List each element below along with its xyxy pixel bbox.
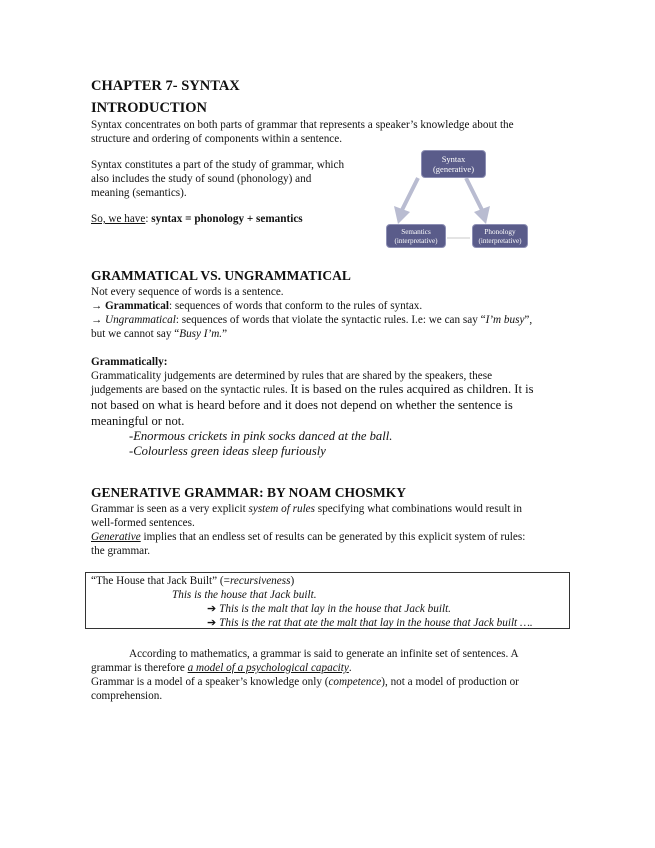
example-busy-im: Busy I’m. xyxy=(179,328,223,340)
system-of-rules: system of rules xyxy=(248,503,315,515)
box-line-2-text: This is the malt that lay in the house that Jack built. xyxy=(219,603,451,615)
arrow-icon: ➔ xyxy=(207,617,217,629)
grammatically-line-2a: judgements are based on the syntactic rules. xyxy=(91,384,291,396)
formula-line xyxy=(91,212,303,226)
node-phonology-label: Phonology xyxy=(484,228,516,236)
box-title-recursiveness: recursiveness xyxy=(229,575,291,587)
intro-line-1: Syntax concentrates on both parts of grammar that represents a speaker’s knowledge about the xyxy=(91,119,514,131)
quote-close: ”, xyxy=(524,314,533,326)
arrow-icon: ➔ xyxy=(207,603,217,615)
node-phonology-sub: (interpretative) xyxy=(478,236,522,245)
arrow-to-semantics xyxy=(402,178,418,210)
gen-line1b: specifying what combinations would result in xyxy=(315,503,522,515)
node-semantics-sub: (interpretative) xyxy=(394,236,438,245)
node-syntax-sub: (generative) xyxy=(432,164,475,174)
formula-label: So, we have xyxy=(91,213,146,225)
node-syntax xyxy=(421,150,486,178)
intro-para2-line-3: meaning (semantics). xyxy=(91,187,187,199)
ungrammatical-line-2 xyxy=(91,327,227,341)
intro-line-2: structure and ordering of components within a sentence. xyxy=(91,133,343,145)
intro-para2-line-1: Syntax constitutes a part of the study of grammar, which xyxy=(91,159,345,171)
node-semantics xyxy=(386,224,446,248)
final-line-2 xyxy=(91,661,352,675)
example-sentence-1: -Enormous crickets in pink socks danced at the ball. xyxy=(129,429,393,443)
final-line3b: ), not a model of production or xyxy=(381,676,519,688)
gen-line1a: Grammar is seen as a very explicit xyxy=(91,503,249,515)
generative-line-3 xyxy=(91,530,525,544)
box-line-3-text: This is the rat that ate the malt that lay in the house that Jack built …. xyxy=(219,617,533,629)
gram-line-1: Not every sequence of words is a sentence. xyxy=(91,286,284,298)
final-line3a: Grammar is a model of a speaker’s knowledge only ( xyxy=(91,676,329,688)
arrow-icon: → xyxy=(91,300,103,312)
generative-line-4: the grammar. xyxy=(91,545,151,557)
generative-heading: GENERATIVE GRAMMAR: BY NOAM CHOSMKY xyxy=(91,485,406,500)
final-line-3 xyxy=(91,675,519,689)
arrow-icon: → xyxy=(91,314,103,326)
ungram-line2-text: but we cannot say “ xyxy=(91,328,180,340)
intro-para2-line-2: also includes the study of sound (phonology) and xyxy=(91,173,312,185)
final-line-1: According to mathematics, a grammar is said to generate an infinite set of sentences. A xyxy=(129,648,519,660)
grammatically-line-1: Grammaticality judgements are determined by rules that are shared by the speakers, these xyxy=(91,370,493,382)
final-line2a: grammar is therefore xyxy=(91,662,188,674)
generative-line-1 xyxy=(91,502,522,516)
grammatically-heading: Grammatically: xyxy=(91,356,168,368)
formula: syntax = phonology + semantics xyxy=(151,213,303,225)
box-line-1: This is the house that Jack built. xyxy=(172,589,317,601)
quote-close-2: ” xyxy=(222,328,228,340)
generative-term: Generative xyxy=(91,531,141,543)
syntax-diagram xyxy=(380,148,540,253)
grammatically-line-4: meaningful or not. xyxy=(91,414,185,428)
grammatical-heading: GRAMMATICAL VS. UNGRAMMATICAL xyxy=(91,268,351,283)
final-line-4: comprehension. xyxy=(91,690,163,702)
box-line-2 xyxy=(207,602,451,616)
grammatically-line-3: not based on what is heard before and it does not depend on whether the sentence is xyxy=(91,398,513,412)
generative-line-2: well-formed sentences. xyxy=(91,517,195,529)
example-im-busy: I’m busy xyxy=(485,314,525,326)
grammatically-line-2 xyxy=(91,381,534,398)
ungrammatical-def-text: : sequences of words that violate the syntactic rules. I.e: we can say “ xyxy=(175,314,486,326)
grammatical-def-text: : sequences of words that conform to the rules of syntax. xyxy=(168,300,423,312)
arrow-to-phonology xyxy=(466,178,482,210)
box-title-end: ) xyxy=(290,575,295,587)
competence: competence xyxy=(328,676,382,688)
grammatical-definition xyxy=(91,299,422,313)
node-phonology xyxy=(472,224,528,248)
ungrammatical-term: Ungrammatical xyxy=(104,314,176,326)
node-syntax-label: Syntax xyxy=(441,154,466,164)
box-title xyxy=(91,574,294,588)
node-semantics-label: Semantics xyxy=(401,228,431,236)
box-title-text: “The House that Jack Built” (= xyxy=(91,575,230,587)
final-line2b: . xyxy=(348,662,352,674)
introduction-heading: INTRODUCTION xyxy=(91,100,208,116)
chapter-title: CHAPTER 7- SYNTAX xyxy=(91,78,240,94)
grammatically-line-2b: It is based on the rules acquired as children. It is xyxy=(290,382,534,396)
ungrammatical-definition xyxy=(91,313,532,327)
example-sentence-2: -Colourless green ideas sleep furiously xyxy=(129,444,326,458)
grammatical-term: Grammatical xyxy=(104,300,169,312)
gen-line3-rest: implies that an endless set of results can be generated by this explicit system of rules: xyxy=(140,531,526,543)
box-line-3 xyxy=(207,616,533,630)
psychological-capacity: a model of a psychological capacity xyxy=(187,662,349,674)
formula-colon: : xyxy=(145,213,152,225)
